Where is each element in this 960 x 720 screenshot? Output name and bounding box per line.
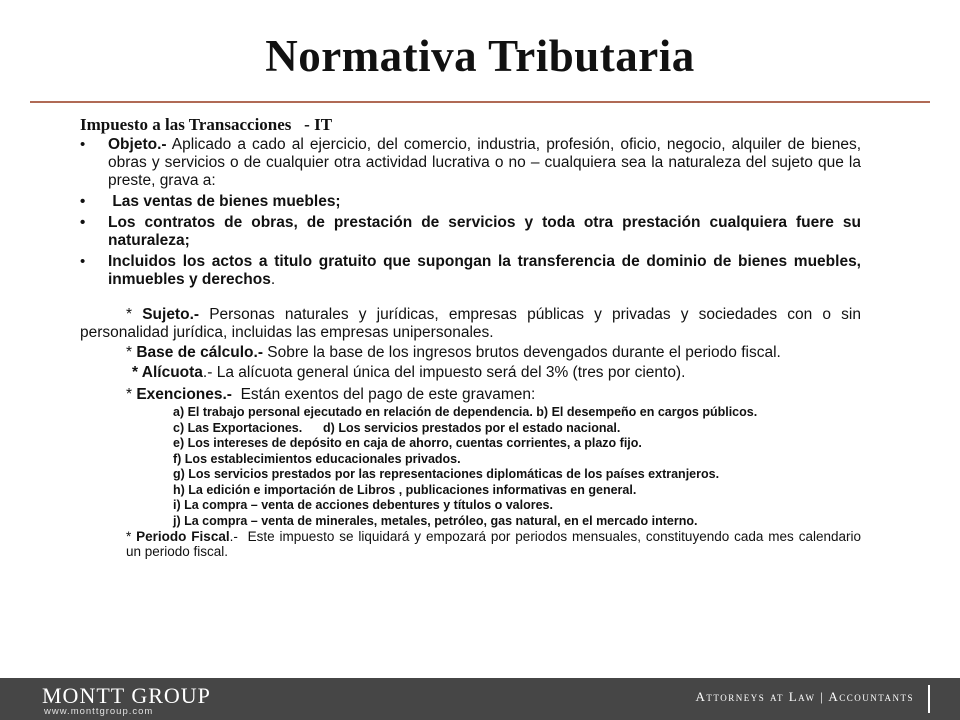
- exenciones-text: Están exentos del pago de este gravamen:: [231, 386, 536, 403]
- base-label: Base de cálculo.-: [136, 344, 263, 361]
- alicuota-text: .- La alícuota general única del impuesto será del 3% (tres por ciento).: [202, 364, 686, 381]
- periodo-prefix: *: [126, 529, 137, 544]
- exemption-item: c) Las Exportaciones. d) Los servicios prestados por el estado nacional.: [173, 420, 621, 435]
- exenciones-prefix: *: [126, 386, 137, 403]
- bullet-ventas-text: Las ventas de bienes muebles;: [108, 193, 341, 210]
- paragraph-base: [80, 344, 861, 362]
- bullet-objeto: [80, 136, 861, 190]
- bullet-objeto-label: Objeto.-: [108, 136, 167, 153]
- exemptions-list: [173, 405, 861, 529]
- paragraph-periodo: [126, 529, 865, 559]
- sujeto-label: Sujeto.-: [142, 306, 200, 323]
- exemption-item: i) La compra – venta de acciones debentures y títulos o valores.: [173, 498, 553, 512]
- periodo-label: Periodo Fiscal: [136, 529, 230, 544]
- exemption-item: j) La compra – venta de minerales, metales, petróleo, gas natural, en el mercado interno.: [173, 513, 698, 528]
- slide-title: Normativa Tributaria: [265, 31, 695, 81]
- bullet-incluidos: [80, 253, 861, 289]
- sujeto-prefix: *: [126, 306, 143, 323]
- sujeto-text: Personas naturales y jurídicas, empresas públicas y privadas y sociedades con o sin personalidad jurídica, incluidas las empresas unipersonales.: [80, 306, 861, 341]
- exemption-item: e) Los intereses de depósito en caja de ahorro, cuentas corrientes, a plazo fijo.: [173, 436, 642, 450]
- periodo-text: .- Este impuesto se liquidará y empozará por periodos mensuales, constituyendo cada mes calendario un periodo fiscal.: [126, 529, 865, 559]
- exemption-item: g) Los servicios prestados por las representaciones diplomáticas de los países extranjeros.: [173, 467, 720, 481]
- base-text: Sobre la base de los ingresos brutos devengados durante el periodo fiscal.: [262, 344, 781, 361]
- alicuota-label: Alícuota: [141, 364, 203, 381]
- brand-url: www.monttgroup.com: [44, 706, 154, 717]
- bullet-contratos-text: Los contratos de obras, de prestación de servicios y toda otra prestación cualquiera fuere su naturaleza;: [108, 214, 861, 249]
- bullet-contratos: [80, 214, 861, 250]
- paragraph-sujeto: [80, 306, 861, 342]
- base-prefix: *: [126, 344, 137, 361]
- slide-content: [80, 115, 865, 559]
- bullet-incluidos-text: Incluidos los actos a titulo gratuito que supongan la transferencia de dominio de bienes muebles, inmuebles y derechos: [108, 253, 861, 288]
- paragraph-exenciones: [80, 386, 861, 404]
- alicuota-prefix: *: [132, 364, 142, 381]
- bullet-objeto-text: Aplicado a cado al ejercicio, del comercio, industria, profesión, oficio, negocio, alquiler de bienes, obras y servicios o de cualquier otra actividad lucrativa o no – cualquiera sea la naturaleza del sujeto que la preste, grava a:: [108, 136, 861, 189]
- footer-divider: [928, 685, 930, 713]
- title-divider: [30, 101, 930, 103]
- exemption-item: f) Los establecimientos educacionales privados.: [173, 451, 461, 466]
- bullet-ventas: [80, 193, 861, 211]
- paragraph-alicuota: [80, 364, 861, 382]
- brand-logo: MONTT GROUP: [42, 683, 211, 708]
- section-heading: Impuesto a las Transacciones - IT: [80, 115, 333, 134]
- exemption-item: h) La edición e importación de Libros , publicaciones informativas en general.: [173, 482, 637, 497]
- footer-bar: [0, 678, 960, 720]
- exemption-item: a) El trabajo personal ejecutado en relación de dependencia. b) El desempeño en cargos públicos.: [173, 405, 758, 419]
- object-bullet-list: [80, 136, 861, 289]
- footer-tagline: Attorneys at Law | Accountants: [695, 689, 914, 704]
- spacer: [80, 292, 861, 306]
- exenciones-label: Exenciones.-: [136, 386, 232, 403]
- bullet-incluidos-tail: .: [270, 271, 276, 288]
